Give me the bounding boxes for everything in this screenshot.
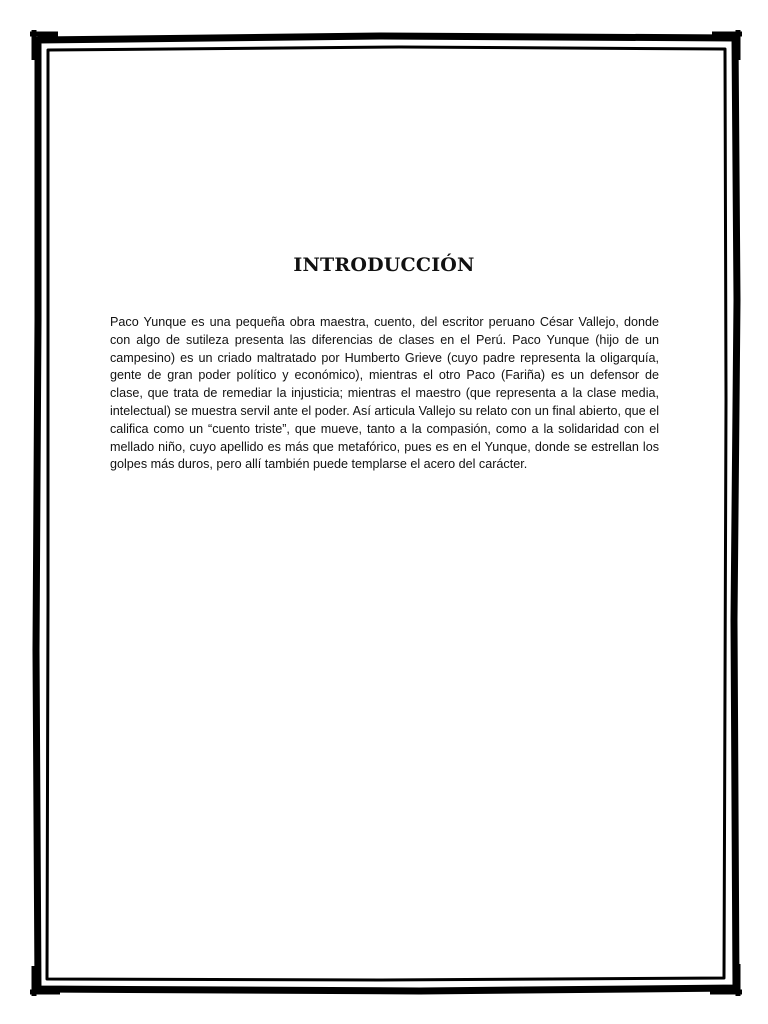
border-corner-top-left [30, 30, 58, 60]
border-corner-bottom-right [710, 964, 742, 996]
introduction-paragraph: Paco Yunque es una pequeña obra maestra, cuento, del escritor peruano César Vallejo, donde con algo de sutileza presenta las diferencias de clases en el Perú. Paco Yunque (hijo de un campesino) es un criado maltratado por Humberto Grieve (cuyo padre representa la oligarquía, gente de gran poder político y económico), mientras el otro Paco (Fariña) es un defensor de clase, que trata de remediar la injusticia; mientras el maestro (que representa a la clase media, intelectual) se muestra servil ante el poder. Así articula Vallejo su relato con un final abierto, que el califica como un “cuento triste”, que mueve, tanto a la compasión, como a la solidaridad con el mellado niño, cuyo apellido es más que metafórico, pues es en el Yunque, donde se estrellan los golpes más duros, pero allí también puede templarse el acero del carácter. [110, 315, 659, 472]
border-inner-line [47, 47, 726, 980]
page-title: INTRODUCCIÓN [293, 254, 475, 276]
border-corner-bottom-left [30, 966, 60, 996]
border-corner-top-right [712, 30, 742, 60]
border-outer-line [36, 36, 737, 991]
